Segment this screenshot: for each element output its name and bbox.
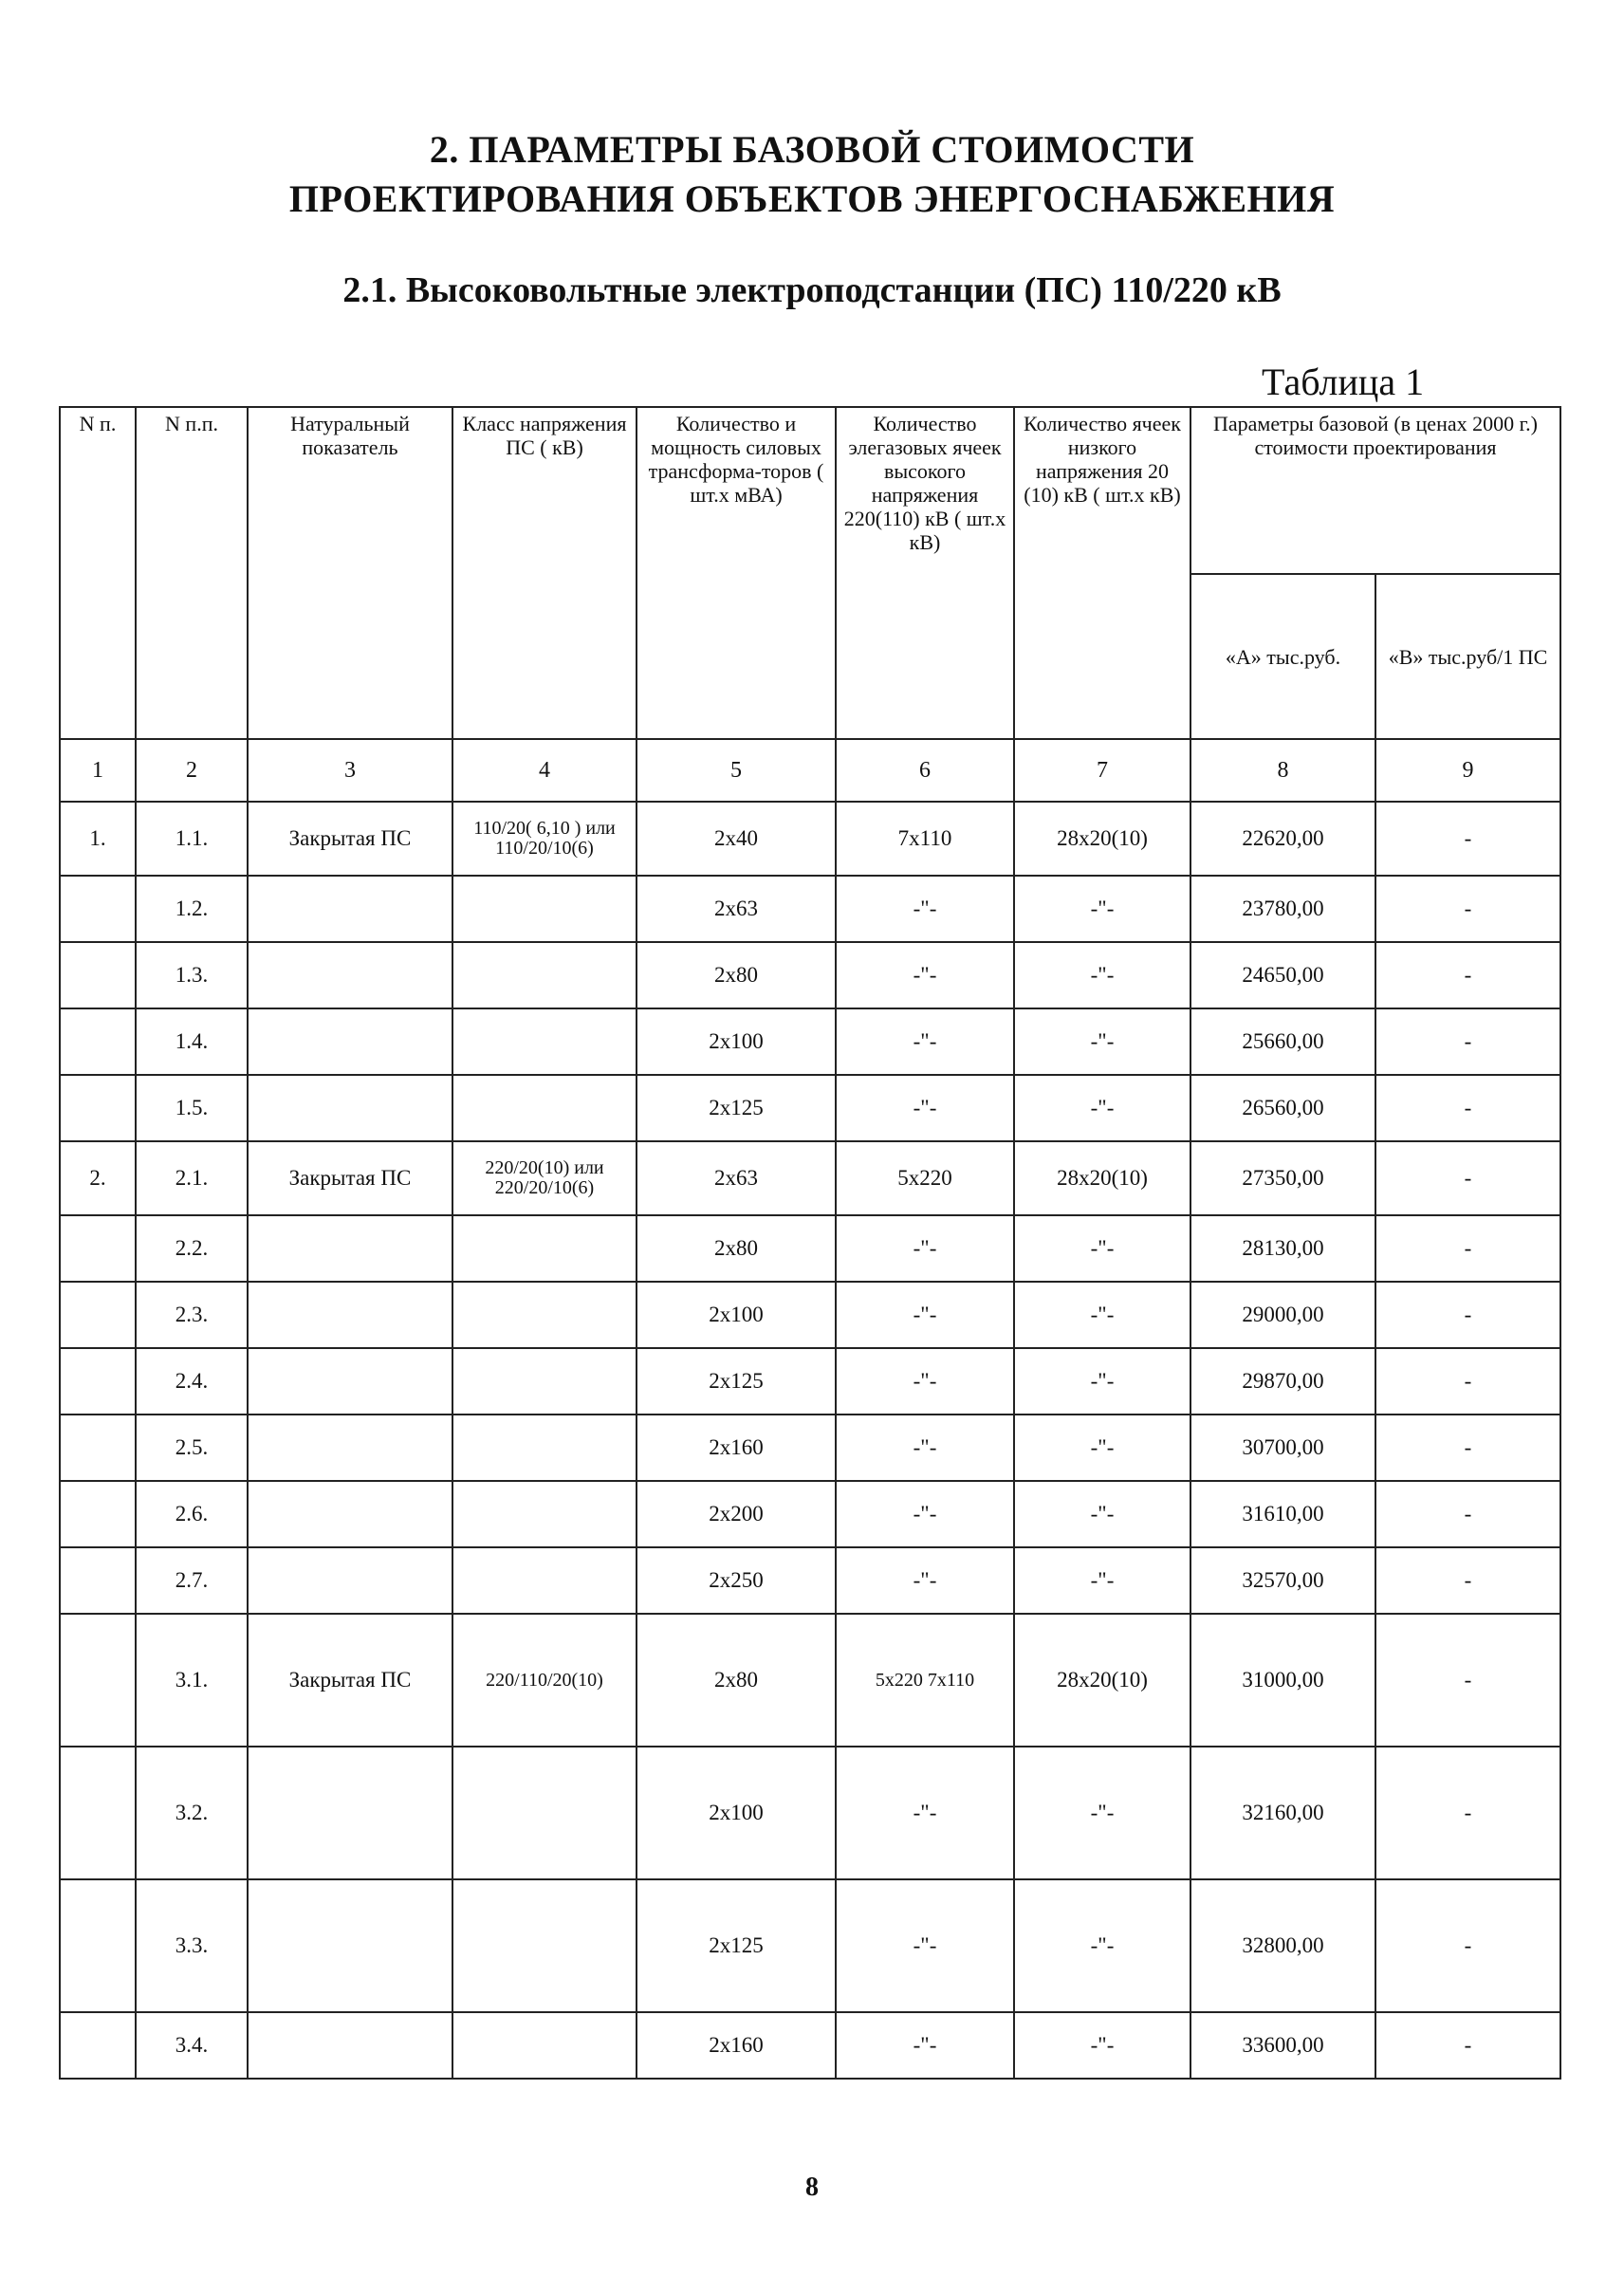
item-number-cell: 1.5. (136, 1075, 248, 1141)
indicator-cell (248, 1008, 452, 1075)
column-number: 6 (836, 739, 1014, 802)
lv-cells-cell: -"- (1014, 1879, 1190, 2012)
item-number-cell: 2.1. (136, 1141, 248, 1215)
indicator-cell (248, 1481, 452, 1547)
cost-a-cell: 27350,00 (1190, 1141, 1375, 1215)
page-number: 8 (805, 2173, 819, 2202)
cost-b-cell: - (1375, 2012, 1560, 2079)
indicator-cell (248, 942, 452, 1008)
hv-cells-cell: -"- (836, 1348, 1014, 1415)
hv-cells-cell: -"- (836, 876, 1014, 942)
header-indicator: Натуральный показатель (248, 407, 452, 739)
header-cost-b: «В» тыс.руб/1 ПС (1375, 574, 1560, 739)
column-number: 2 (136, 739, 248, 802)
cost-a-cell: 28130,00 (1190, 1215, 1375, 1282)
table-label: Таблица 1 (1262, 361, 1425, 403)
row-number-cell: 2. (60, 1141, 136, 1215)
lv-cells-cell: -"- (1014, 2012, 1190, 2079)
cost-a-cell: 32800,00 (1190, 1879, 1375, 2012)
hv-cells-cell: -"- (836, 1879, 1014, 2012)
item-number-cell: 1.4. (136, 1008, 248, 1075)
item-number-cell: 2.7. (136, 1547, 248, 1614)
transformers-cell: 2х80 (637, 1614, 836, 1747)
table-row (60, 1215, 1560, 1282)
voltage-class-cell (452, 1008, 637, 1075)
hv-cells-cell: -"- (836, 942, 1014, 1008)
hv-cells-cell: -"- (836, 1008, 1014, 1075)
indicator-cell (248, 1747, 452, 1879)
header-hv-cells: Количество элегазовых ячеек высокого напряжения 220(110) кВ ( шт.х кВ) (836, 407, 1014, 739)
hv-cells-cell: -"- (836, 1075, 1014, 1141)
column-number: 5 (637, 739, 836, 802)
indicator-cell: Закрытая ПС (248, 1141, 452, 1215)
voltage-class-cell: 220/110/20(10) (452, 1614, 637, 1747)
table-row (60, 1141, 1560, 1215)
cost-b-cell: - (1375, 876, 1560, 942)
voltage-class-cell: 220/20(10) или 220/20/10(6) (452, 1141, 637, 1215)
item-number-cell: 3.1. (136, 1614, 248, 1747)
table-row (60, 1415, 1560, 1481)
cost-b-cell: - (1375, 1348, 1560, 1415)
hv-cells-cell: 5х220 (836, 1141, 1014, 1215)
transformers-cell: 2х40 (637, 802, 836, 876)
item-number-cell: 2.3. (136, 1282, 248, 1348)
transformers-cell: 2х160 (637, 2012, 836, 2079)
transformers-cell: 2х63 (637, 1141, 836, 1215)
table-row (60, 1282, 1560, 1348)
table-header (60, 407, 1560, 802)
header-cost-a: «А» тыс.руб. (1190, 574, 1375, 739)
item-number-cell: 2.5. (136, 1415, 248, 1481)
hv-cells-cell: 7х110 (836, 802, 1014, 876)
hv-cells-cell: -"- (836, 1215, 1014, 1282)
table-row (60, 1614, 1560, 1747)
item-number-cell: 3.3. (136, 1879, 248, 2012)
table-row (60, 876, 1560, 942)
lv-cells-cell: 28х20(10) (1014, 1141, 1190, 1215)
table-row (60, 1481, 1560, 1547)
hv-cells-cell: -"- (836, 1415, 1014, 1481)
column-number: 3 (248, 739, 452, 802)
hv-cells-cell: -"- (836, 1747, 1014, 1879)
transformers-cell: 2х200 (637, 1481, 836, 1547)
cost-a-cell: 26560,00 (1190, 1075, 1375, 1141)
voltage-class-cell (452, 1747, 637, 1879)
voltage-class-cell (452, 1282, 637, 1348)
item-number-cell: 2.2. (136, 1215, 248, 1282)
header-n: N п. (60, 407, 136, 739)
transformers-cell: 2х100 (637, 1282, 836, 1348)
lv-cells-cell: -"- (1014, 1075, 1190, 1141)
cost-b-cell: - (1375, 1415, 1560, 1481)
voltage-class-cell (452, 1481, 637, 1547)
row-number-cell (60, 1481, 136, 1547)
cost-a-cell: 30700,00 (1190, 1415, 1375, 1481)
row-number-cell (60, 876, 136, 942)
row-number-cell (60, 1348, 136, 1415)
lv-cells-cell: -"- (1014, 1282, 1190, 1348)
cost-b-cell: - (1375, 942, 1560, 1008)
cost-b-cell: - (1375, 1282, 1560, 1348)
cost-b-cell: - (1375, 802, 1560, 876)
cost-a-cell: 29000,00 (1190, 1282, 1375, 1348)
lv-cells-cell: -"- (1014, 1215, 1190, 1282)
transformers-cell: 2х125 (637, 1075, 836, 1141)
header-base-cost: Параметры базовой (в ценах 2000 г.) стоимости проектирования (1190, 407, 1560, 574)
indicator-cell (248, 1282, 452, 1348)
table-row (60, 1075, 1560, 1141)
lv-cells-cell: -"- (1014, 1008, 1190, 1075)
row-number-cell (60, 1008, 136, 1075)
voltage-class-cell (452, 942, 637, 1008)
indicator-cell (248, 1879, 452, 2012)
transformers-cell: 2х125 (637, 1879, 836, 2012)
hv-cells-cell: -"- (836, 1547, 1014, 1614)
cost-b-cell: - (1375, 1747, 1560, 1879)
lv-cells-cell: -"- (1014, 1481, 1190, 1547)
item-number-cell: 1.1. (136, 802, 248, 876)
voltage-class-cell (452, 1415, 637, 1481)
table-row (60, 1348, 1560, 1415)
cost-b-cell: - (1375, 1614, 1560, 1747)
cost-b-cell: - (1375, 1481, 1560, 1547)
column-number: 7 (1014, 739, 1190, 802)
row-number-cell (60, 1215, 136, 1282)
item-number-cell: 3.2. (136, 1747, 248, 1879)
item-number-cell: 2.4. (136, 1348, 248, 1415)
cost-a-cell: 32570,00 (1190, 1547, 1375, 1614)
lv-cells-cell: -"- (1014, 876, 1190, 942)
indicator-cell (248, 2012, 452, 2079)
table-row (60, 942, 1560, 1008)
cost-a-cell: 25660,00 (1190, 1008, 1375, 1075)
voltage-class-cell (452, 1075, 637, 1141)
hv-cells-cell: -"- (836, 2012, 1014, 2079)
indicator-cell (248, 1075, 452, 1141)
header-transformers: Количество и мощность силовых трансформа-торов ( шт.х мВА) (637, 407, 836, 739)
row-number-cell (60, 1415, 136, 1481)
item-number-cell: 1.2. (136, 876, 248, 942)
cost-b-cell: - (1375, 1075, 1560, 1141)
indicator-cell (248, 876, 452, 942)
cost-a-cell: 23780,00 (1190, 876, 1375, 942)
voltage-class-cell (452, 1879, 637, 2012)
header-voltage-class: Класс напряжения ПС ( кВ) (452, 407, 637, 739)
transformers-cell: 2х80 (637, 1215, 836, 1282)
cost-b-cell: - (1375, 1141, 1560, 1215)
header-lv-cells: Количество ячеек низкого напряжения 20 (10) кВ ( шт.х кВ) (1014, 407, 1190, 739)
row-number-cell: 1. (60, 802, 136, 876)
cost-b-cell: - (1375, 1879, 1560, 2012)
cost-a-cell: 32160,00 (1190, 1747, 1375, 1879)
indicator-cell (248, 1348, 452, 1415)
indicator-cell (248, 1415, 452, 1481)
table-row (60, 802, 1560, 876)
row-number-cell (60, 1747, 136, 1879)
section-title: 2.1. Высоковольтные электроподстанции (ПС) 110/220 кВ (342, 270, 1282, 310)
cost-a-cell: 22620,00 (1190, 802, 1375, 876)
column-number: 1 (60, 739, 136, 802)
indicator-cell: Закрытая ПС (248, 1614, 452, 1747)
column-number: 9 (1375, 739, 1560, 802)
item-number-cell: 1.3. (136, 942, 248, 1008)
lv-cells-cell: 28х20(10) (1014, 1614, 1190, 1747)
column-number: 8 (1190, 739, 1375, 802)
voltage-class-cell (452, 1215, 637, 1282)
table-row (60, 2012, 1560, 2079)
voltage-class-cell (452, 2012, 637, 2079)
row-number-cell (60, 1614, 136, 1747)
title-line-1: 2. ПАРАМЕТРЫ БАЗОВОЙ СТОИМОСТИ (429, 128, 1195, 171)
voltage-class-cell: 110/20( 6,10 ) или 110/20/10(6) (452, 802, 637, 876)
header-npp: N п.п. (136, 407, 248, 739)
lv-cells-cell: -"- (1014, 1348, 1190, 1415)
cost-table (59, 406, 1561, 2080)
item-number-cell: 3.4. (136, 2012, 248, 2079)
voltage-class-cell (452, 876, 637, 942)
cost-a-cell: 29870,00 (1190, 1348, 1375, 1415)
voltage-class-cell (452, 1547, 637, 1614)
table-row (60, 1008, 1560, 1075)
table-row (60, 1547, 1560, 1614)
cost-b-cell: - (1375, 1008, 1560, 1075)
cost-b-cell: - (1375, 1547, 1560, 1614)
indicator-cell: Закрытая ПС (248, 802, 452, 876)
cost-a-cell: 31000,00 (1190, 1614, 1375, 1747)
table-row (60, 1879, 1560, 2012)
transformers-cell: 2х100 (637, 1747, 836, 1879)
hv-cells-cell: -"- (836, 1481, 1014, 1547)
column-number: 4 (452, 739, 637, 802)
hv-cells-cell: 5х220 7х110 (836, 1614, 1014, 1747)
transformers-cell: 2х160 (637, 1415, 836, 1481)
indicator-cell (248, 1547, 452, 1614)
lv-cells-cell: -"- (1014, 942, 1190, 1008)
voltage-class-cell (452, 1348, 637, 1415)
page-title (0, 125, 1624, 224)
lv-cells-cell: 28х20(10) (1014, 802, 1190, 876)
row-number-cell (60, 942, 136, 1008)
cost-a-cell: 33600,00 (1190, 2012, 1375, 2079)
lv-cells-cell: -"- (1014, 1547, 1190, 1614)
cost-a-cell: 24650,00 (1190, 942, 1375, 1008)
row-number-cell (60, 2012, 136, 2079)
row-number-cell (60, 1282, 136, 1348)
transformers-cell: 2х63 (637, 876, 836, 942)
row-number-cell (60, 1075, 136, 1141)
table-row (60, 1747, 1560, 1879)
row-number-cell (60, 1547, 136, 1614)
cost-b-cell: - (1375, 1215, 1560, 1282)
transformers-cell: 2х125 (637, 1348, 836, 1415)
row-number-cell (60, 1879, 136, 2012)
indicator-cell (248, 1215, 452, 1282)
title-line-2: ПРОЕКТИРОВАНИЯ ОБЪЕКТОВ ЭНЕРГОСНАБЖЕНИЯ (288, 177, 1336, 220)
cost-a-cell: 31610,00 (1190, 1481, 1375, 1547)
transformers-cell: 2х250 (637, 1547, 836, 1614)
item-number-cell: 2.6. (136, 1481, 248, 1547)
transformers-cell: 2х80 (637, 942, 836, 1008)
lv-cells-cell: -"- (1014, 1747, 1190, 1879)
lv-cells-cell: -"- (1014, 1415, 1190, 1481)
transformers-cell: 2х100 (637, 1008, 836, 1075)
hv-cells-cell: -"- (836, 1282, 1014, 1348)
table-body (60, 802, 1560, 2079)
